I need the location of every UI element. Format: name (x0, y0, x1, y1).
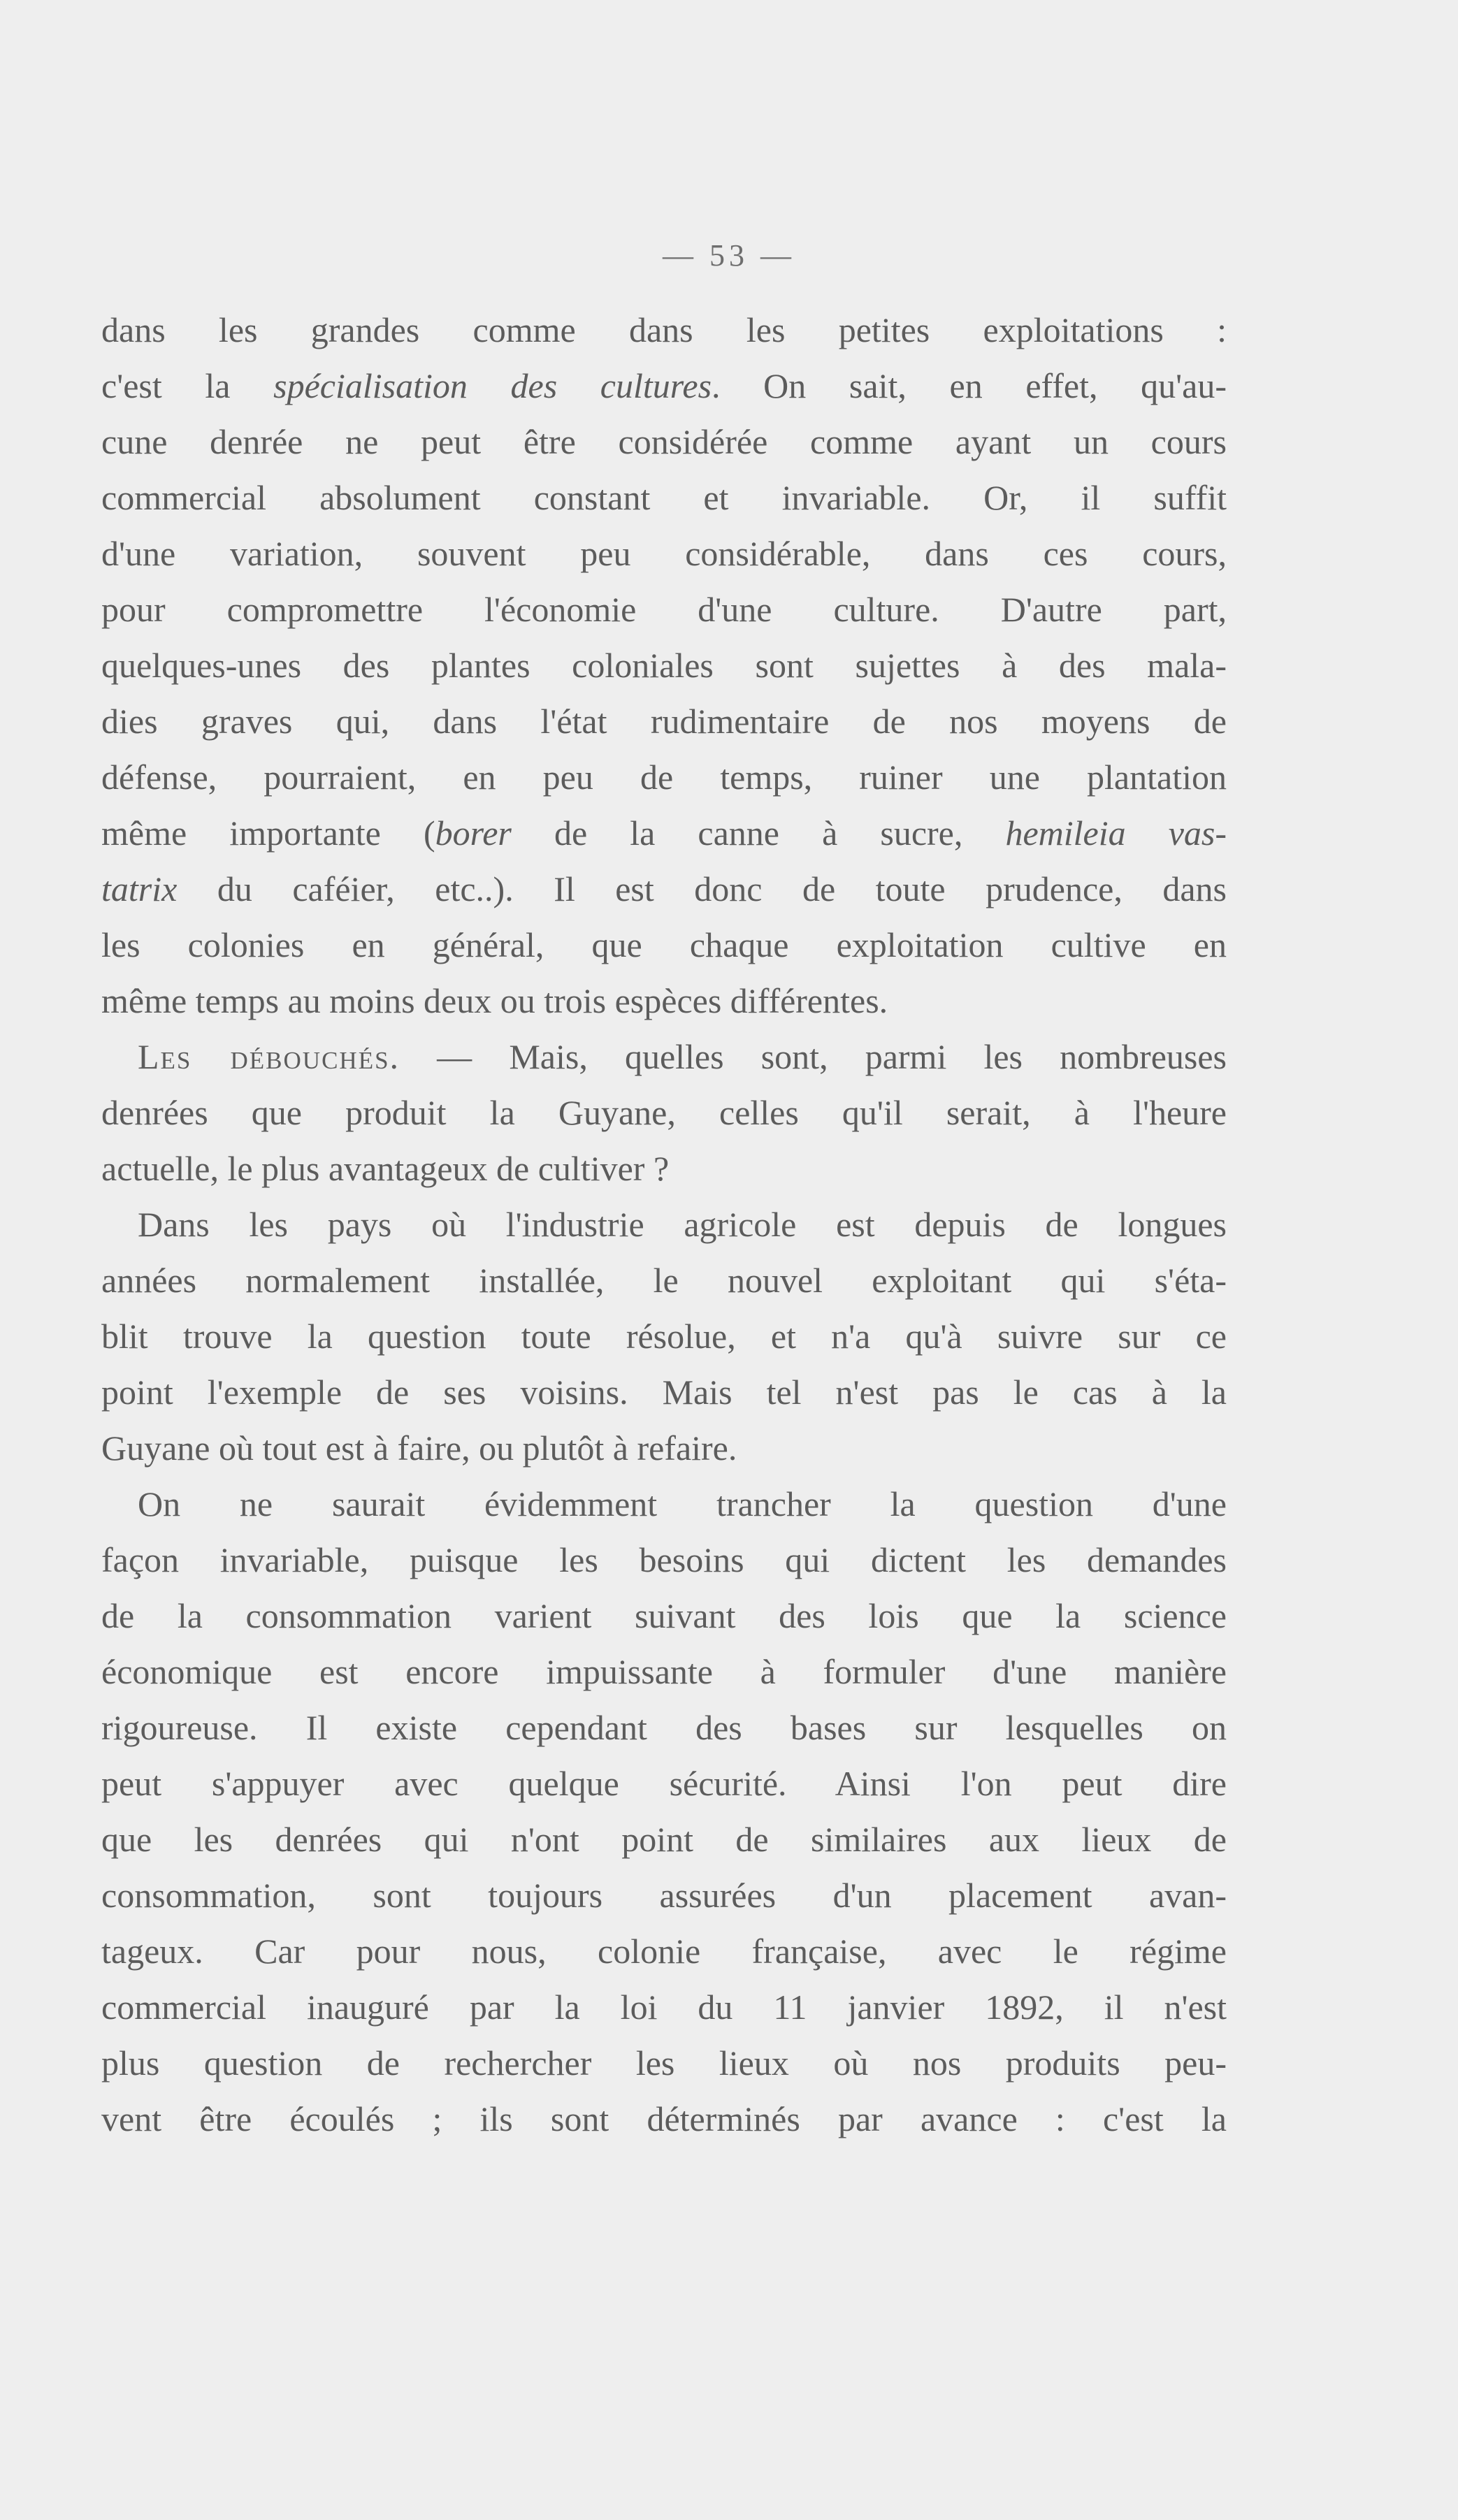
text-line: cune denrée ne peut être considérée comme ayant un cours (101, 422, 1227, 461)
text-line: dies graves qui, dans l'état rudimentaire de nos moyens de (101, 702, 1227, 741)
text-line: façon invariable, puisque les besoins qui dictent les demandes (101, 1540, 1227, 1579)
text-line: les colonies en général, que chaque exploitation cultive en (101, 925, 1227, 964)
text-line: vent être écoulés ; ils sont déterminés par avance : c'est la (101, 2099, 1227, 2138)
text-line: denrées que produit la Guyane, celles qu'il serait, à l'heure (101, 1093, 1227, 1132)
text-line: point l'exemple de ses voisins. Mais tel n'est pas le cas à la (101, 1373, 1227, 1412)
italic-term: spécialisation des cultures (273, 366, 712, 405)
text-line: pour compromettre l'économie d'une culture. D'autre part, (101, 590, 1227, 629)
page-number: — 53 — (663, 238, 795, 273)
text-line: blit trouve la question toute résolue, et n'a qu'à suivre sur ce (101, 1317, 1227, 1356)
text-line: On ne saurait évidemment trancher la question d'une (138, 1484, 1227, 1523)
italic-term: hemileia vas- (1005, 813, 1227, 853)
text-line (101, 363, 1227, 408)
text-line: consommation, sont toujours assurées d'un placement avan- (101, 1876, 1227, 1915)
text-line: peut s'appuyer avec quelque sécurité. Ainsi l'on peut dire (101, 1764, 1227, 1803)
text-line: commercial absolument constant et invariable. Or, il suffit (101, 478, 1227, 517)
text-line: Guyane où tout est à faire, ou plutôt à refaire. (101, 1428, 737, 1468)
text-run: du caféier, etc..). Il est donc de toute prudence, dans (177, 869, 1227, 908)
text-run: même importante ( (101, 813, 435, 853)
text-line (101, 867, 1227, 911)
italic-term: borer (435, 813, 512, 853)
text-line: même temps au moins deux ou trois espèces différentes. (101, 981, 888, 1020)
text-run: . On sait, en effet, qu'au- (712, 366, 1227, 405)
text-line: économique est encore impuissante à formuler d'une manière (101, 1652, 1227, 1691)
text-line: défense, pourraient, en peu de temps, ruiner une plantation (101, 758, 1227, 797)
italic-term: tatrix (101, 869, 178, 908)
text-line: d'une variation, souvent peu considérable, dans ces cours, (101, 534, 1227, 573)
section-line (138, 1034, 1227, 1079)
text-run: de la canne à sucre, (511, 813, 1006, 853)
text-line: dans les grandes comme dans les petites exploitations : (101, 310, 1227, 349)
text-line: de la consommation varient suivant des lois que la science (101, 1596, 1227, 1635)
text-line: rigoureuse. Il existe cependant des bases sur lesquelles on (101, 1708, 1227, 1747)
text-line: années normalement installée, le nouvel exploitant qui s'éta- (101, 1261, 1227, 1300)
text-line: actuelle, le plus avantageux de cultiver ? (101, 1149, 670, 1188)
text-line: Dans les pays où l'industrie agricole est depuis de longues (138, 1205, 1227, 1244)
text-line: commercial inauguré par la loi du 11 janvier 1892, il n'est (101, 1987, 1227, 2027)
section-heading: Les débouchés. (138, 1037, 400, 1076)
text-run: — Mais, quelles sont, parmi les nombreuses (400, 1037, 1227, 1076)
text-line: tageux. Car pour nous, colonie française, avec le régime (101, 1932, 1227, 1971)
text-line (101, 811, 1227, 855)
text-run: c'est la (101, 366, 231, 405)
text-line: quelques-unes des plantes coloniales sont sujettes à des mala- (101, 646, 1227, 685)
text-line: que les denrées qui n'ont point de similaires aux lieux de (101, 1820, 1227, 1859)
text-line: plus question de rechercher les lieux où nos produits peu- (101, 2043, 1227, 2083)
